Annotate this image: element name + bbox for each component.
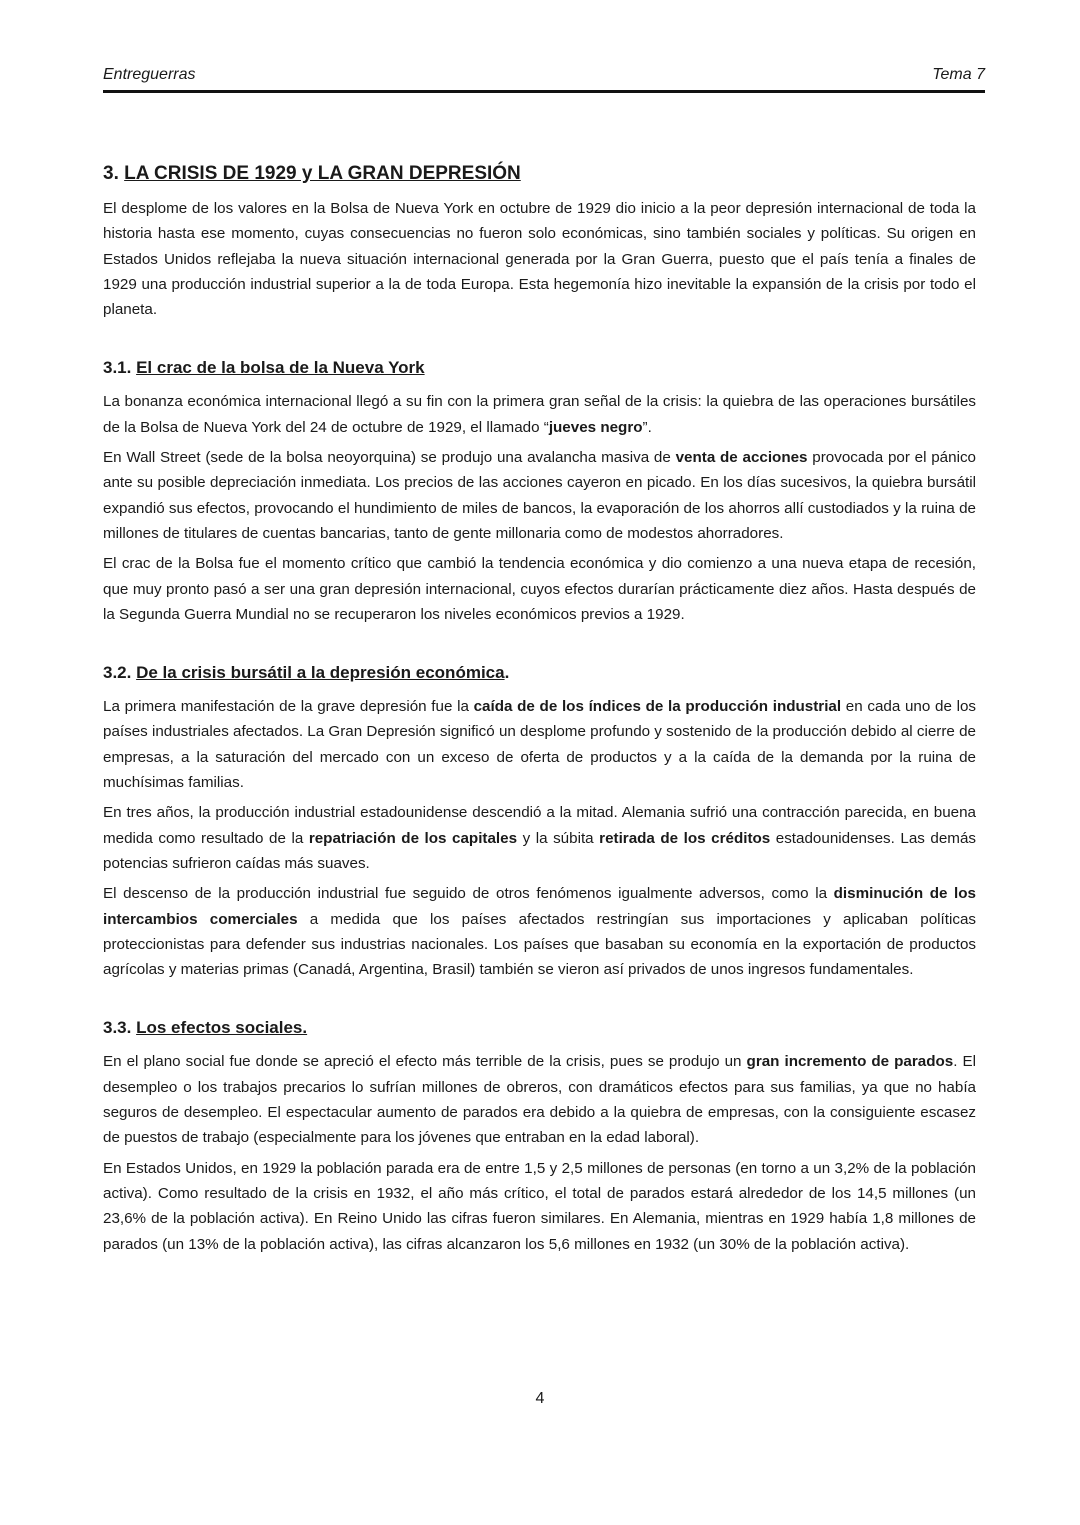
section-3 bbox=[103, 160, 976, 322]
page-content bbox=[103, 160, 976, 1290]
page-header bbox=[103, 64, 985, 93]
text: provocada por el pánico ante su posible depreciación inmediata. Los precios de las acciones cayeron en picado. En los días sucesivos, la quiebra bursátil expandió sus efectos, provocando el hundimiento de miles de bancos, la evaporación de los ahorros allí custodiados y la ruina de millones de titulares de cuentas bancarias, tanto de gente millonaria como de modestos ahorradores. bbox=[103, 449, 976, 542]
bold-term: repatriación de los capitales bbox=[308, 829, 518, 847]
section-3-1-title: El crac de la bolsa de la Nueva York bbox=[136, 358, 425, 378]
section-3-1-heading bbox=[103, 355, 976, 381]
bold-term: gran incremento de parados bbox=[746, 1053, 954, 1071]
section-3-1-paragraph-2 bbox=[103, 445, 976, 546]
bold-term: retirada de los créditos bbox=[599, 829, 771, 847]
section-3-2-paragraph-1 bbox=[103, 694, 976, 795]
section-3-2-number: 3.2. bbox=[103, 663, 132, 683]
section-3-title: LA CRISIS DE 1929 y LA GRAN DEPRESIÓN bbox=[124, 163, 521, 184]
text: en cada uno de los países industriales afectados. La Gran Depresión significó un desplome profundo y sostenido de la producción debido al cierre de empresas, a la saturación del mercado con un exceso de oferta de productos y a la caída de la demanda por la ruina de muchísimas familias. bbox=[103, 698, 976, 792]
page-number: 4 bbox=[535, 1390, 545, 1407]
text: En tres años, la producción industrial estadounidense descendió a la mitad. Alemania sufrió una contracción parecida, en buena medida como resultado de la bbox=[103, 804, 976, 847]
heading-period: . bbox=[504, 663, 510, 683]
section-3-3 bbox=[103, 1015, 976, 1256]
bold-term: disminución de los intercambios comerciales bbox=[103, 885, 976, 928]
text: La primera manifestación de la grave depresión fue la bbox=[103, 698, 474, 716]
text: ”. bbox=[642, 418, 652, 436]
text: y la súbita bbox=[517, 829, 600, 847]
header-right: Tema 7 bbox=[932, 66, 985, 83]
section-3-1-paragraph-1 bbox=[103, 389, 976, 440]
section-3-paragraph-1: El desplome de los valores en la Bolsa de Nueva York en octubre de 1929 dio inicio a la peor depresión internacional de toda la historia hasta ese momento, cuyas consecuencias no fueron solo económicas, sino también sociales y políticas. Su origen en Estados Unidos reflejaba la nueva situación internacional generada por la Gran Guerra, puesto que el país tenía a finales de 1929 una producción industrial superior a la de toda Europa. Esta hegemonía hizo inevitable la expansión de la crisis por todo el planeta. bbox=[103, 200, 976, 319]
text: En Wall Street (sede de la bolsa neoyorquina) se produjo una avalancha masiva de bbox=[103, 449, 676, 467]
section-3-3-title: Los efectos sociales. bbox=[136, 1018, 308, 1038]
text: El descenso de la producción industrial fue seguido de otros fenómenos igualmente adversos, como la bbox=[103, 885, 834, 903]
section-3-3-heading bbox=[103, 1015, 976, 1041]
section-3-3-number: 3.3. bbox=[103, 1018, 132, 1038]
section-3-2 bbox=[103, 660, 976, 982]
section-3-1-paragraph-3: El crac de la Bolsa fue el momento crítico que cambió la tendencia económica y dio comienzo a una nueva etapa de recesión, que muy pronto pasó a ser una gran depresión internacional, cuyos efectos durarían prácticamente diez años. Hasta después de la Segunda Guerra Mundial no se recuperaron los niveles económicos previos a 1929. bbox=[103, 555, 976, 623]
bold-term: caída de de los índices de la producción industrial bbox=[473, 698, 842, 716]
text: En el plano social fue donde se apreció el efecto más terrible de la crisis, pues se produjo un bbox=[103, 1053, 747, 1071]
section-3-2-paragraph-3 bbox=[103, 881, 976, 982]
bold-term: venta de acciones bbox=[675, 449, 808, 467]
text: estadounidenses. Las demás potencias sufrieron caídas más suaves. bbox=[103, 829, 976, 872]
section-3-2-paragraph-2 bbox=[103, 800, 976, 876]
section-3-number: 3. bbox=[103, 163, 119, 184]
section-3-2-heading bbox=[103, 660, 976, 686]
section-3-2-title: De la crisis bursátil a la depresión económica bbox=[136, 663, 505, 683]
text: . El desempleo o los trabajos precarios lo sufrían millones de obreros, con dramáticos efectos para sus familias, ya que no había seguros de desempleo. El espectacular aumento de parados era debido a la quiebra de empresas, con la consiguiente escasez de puestos de trabajo (especialmente para los jóvenes que entraban en la edad laboral). bbox=[103, 1053, 976, 1147]
section-3-3-paragraph-1 bbox=[103, 1049, 976, 1150]
bold-term: jueves negro bbox=[548, 418, 643, 436]
section-3-3-paragraph-2: En Estados Unidos, en 1929 la población parada era de entre 1,5 y 2,5 millones de personas (en torno a un 3,2% de la población activa). Como resultado de la crisis en 1932, el año más crítico, el total de parados estará alrededor de los 14,5 millones (un 23,6% de la población activa). En Reino Unido las cifras fueron similares. En Alemania, mientras en 1929 había 1,8 millones de parados (un 13% de la población activa), las cifras alcanzaron los 5,6 millones en 1932 (un 30% de la población activa). bbox=[103, 1159, 976, 1253]
text: La bonanza económica internacional llegó a su fin con la primera gran señal de la crisis: la quiebra de las operaciones bursátiles de la Bolsa de Nueva York del 24 de octubre de 1929, el llamado “ bbox=[103, 393, 976, 436]
text: a medida que los países afectados restringían sus importaciones y aplicaban políticas proteccionistas para defender sus industrias nacionales. Los países que basaban su economía en la exportación de productos agrícolas y materias primas (Canadá, Argentina, Brasil) también se vieron así privados de unos ingresos fundamentales. bbox=[103, 910, 976, 979]
section-3-1 bbox=[103, 355, 976, 627]
section-3-heading bbox=[103, 160, 976, 188]
section-3-1-number: 3.1. bbox=[103, 358, 132, 378]
header-left: Entreguerras bbox=[103, 66, 196, 83]
